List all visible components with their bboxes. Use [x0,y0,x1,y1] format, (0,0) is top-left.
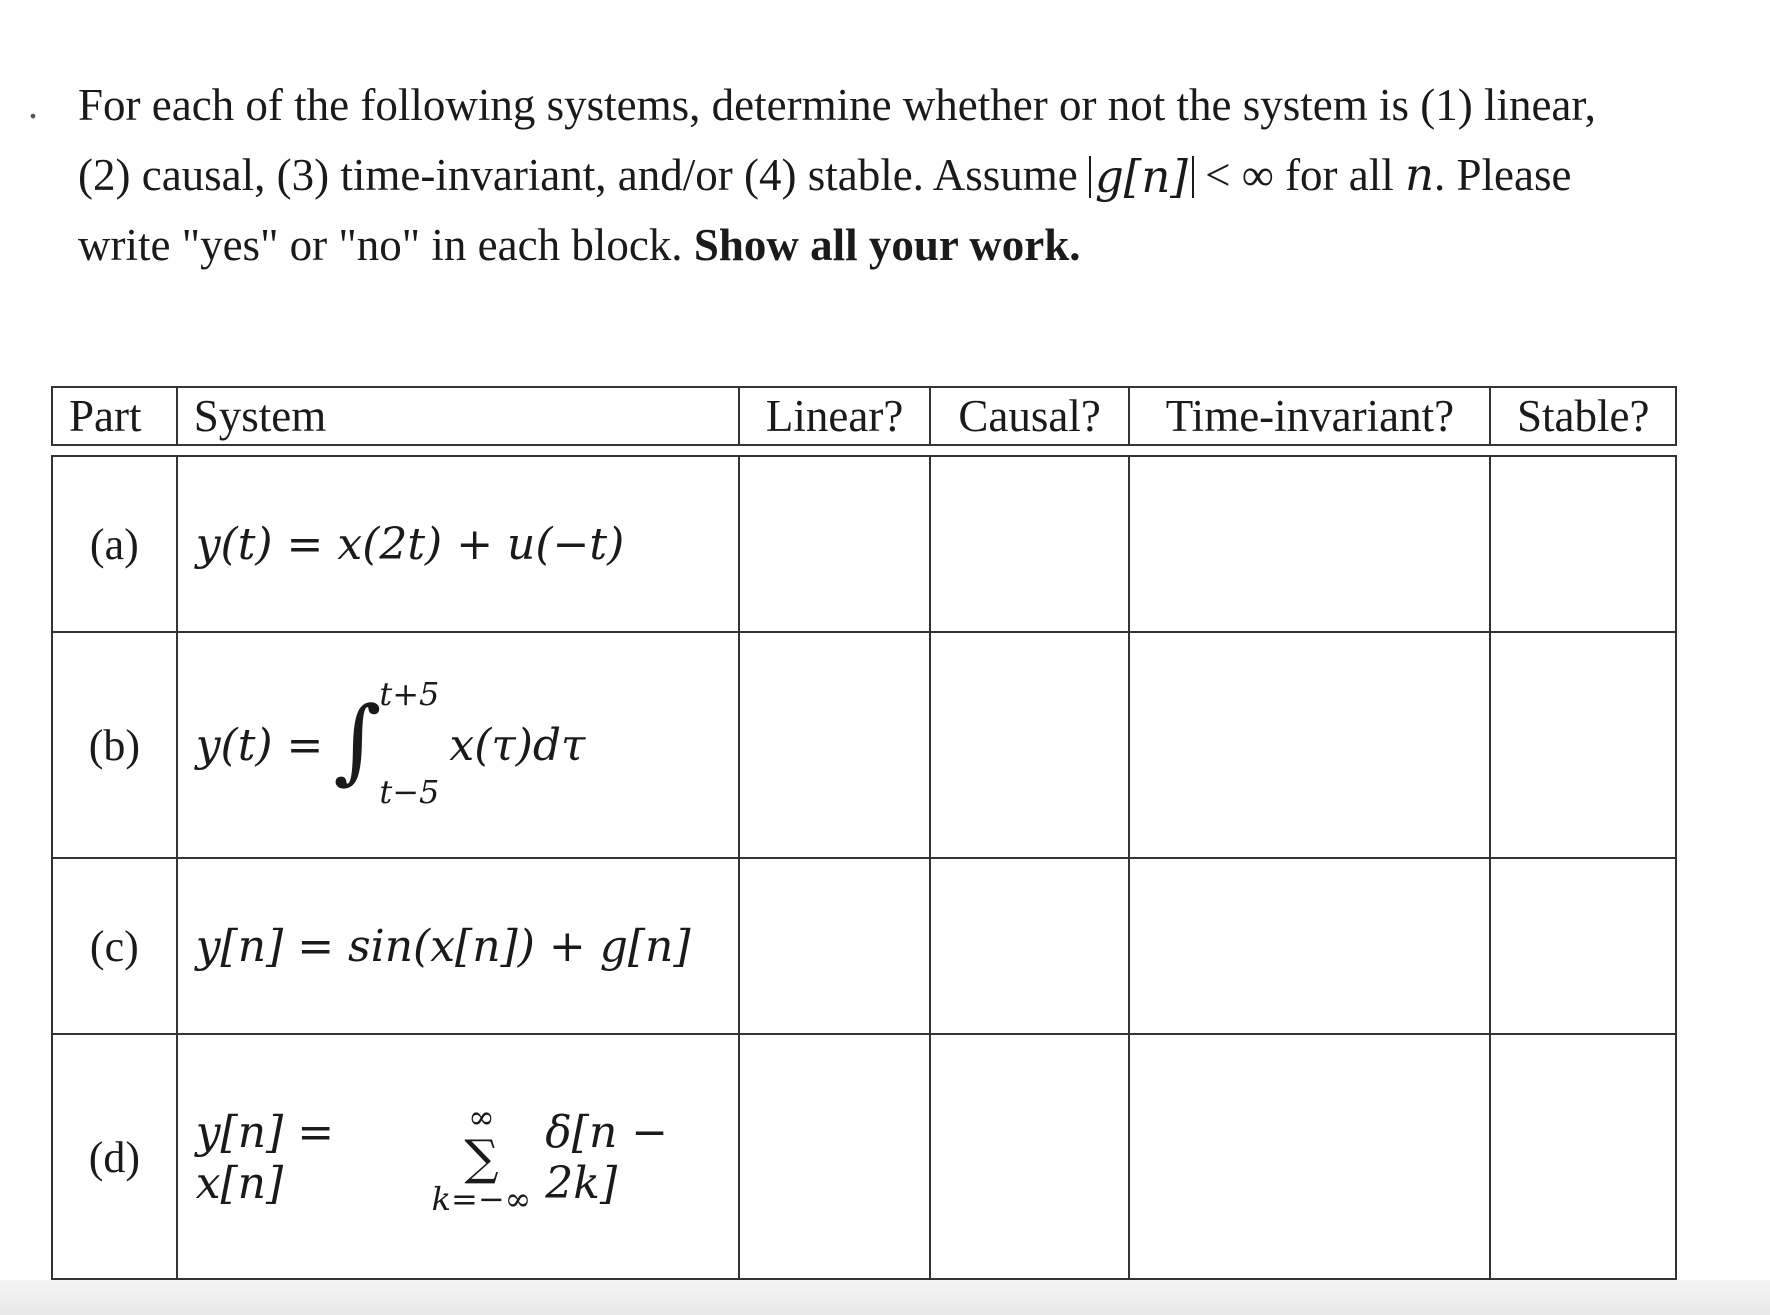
integral-sign-icon: ∫ [333,687,382,794]
linear-answer-cell[interactable] [740,1035,931,1280]
abs-g-n: g[n] [1089,156,1194,198]
time-invariant-answer-cell[interactable] [1130,457,1491,631]
part-label: (b) [53,633,178,857]
summation [431,1097,532,1218]
stable-answer-cell[interactable] [1491,859,1675,1033]
problem-statement [28,70,1748,280]
causal-answer-cell[interactable] [931,859,1131,1033]
sum-upper-limit: ∞ [468,1097,495,1136]
linear-answer-cell[interactable] [740,633,931,857]
header-stable: Stable? [1517,391,1650,441]
lower-limit: t−5 [379,773,440,811]
part-label: (a) [53,457,178,631]
system-equation: y(t) = x(2t) + u(−t) [178,457,741,631]
part-label: (d) [53,1035,178,1280]
stable-answer-cell[interactable] [1491,1035,1675,1280]
table-row [53,457,1675,633]
table-header [51,386,1677,446]
header-causal: Causal? [931,388,1131,444]
integral-expression [195,675,586,811]
problem-line-3-text: write "yes" or "no" in each block. [78,220,694,270]
show-work-instruction: Show all your work. [693,220,1081,270]
time-invariant-answer-cell[interactable] [1130,859,1491,1033]
stable-answer-cell[interactable] [1491,633,1675,857]
system-equation [178,1035,741,1280]
summand: δ[n − 2k] [545,1106,669,1209]
time-invariant-answer-cell[interactable] [1130,633,1491,857]
stable-answer-cell[interactable] [1491,457,1675,631]
system-equation [178,633,741,857]
causal-answer-cell[interactable] [931,1035,1131,1280]
causal-answer-cell[interactable] [931,457,1131,631]
header-linear: Linear? [740,388,931,444]
table-row [53,1035,1675,1280]
problem-line-3 [28,210,1748,280]
table-row [53,633,1675,859]
page-bottom-shade [0,1280,1770,1315]
sigma-icon: ∑ [464,1129,499,1186]
problem-line-2 [28,140,1748,210]
linear-answer-cell[interactable] [740,859,931,1033]
problem-line-2-text-c: . Please [1434,150,1572,200]
variable-n: n [1405,148,1435,201]
answer-table [51,455,1677,1280]
problem-line-1: For each of the following systems, determine whether or not the system is (1) linear, [78,80,1596,130]
sum-lower-limit: k=−∞ [431,1179,532,1218]
equation-lhs: y(t) = [195,719,324,771]
header-system: System [178,388,741,444]
problem-number: . [28,82,38,127]
header-part: Part [53,388,178,444]
upper-limit: t+5 [379,675,440,713]
linear-answer-cell[interactable] [740,457,931,631]
integrand: x(τ)dτ [449,719,586,771]
causal-answer-cell[interactable] [931,633,1131,857]
equation-lhs: y[n] = x[n] [195,1106,335,1209]
system-equation: y[n] = sin(x[n]) + g[n] [178,859,741,1033]
problem-line-2-text-a: (2) causal, (3) time-invariant, and/or (4) stable. Assume [78,150,1089,200]
integral-limits [379,675,440,811]
part-label: (c) [53,859,178,1033]
summation-expression [195,1097,739,1218]
problem-line-2-text-b: < ∞ for all [1193,150,1406,200]
time-invariant-answer-cell[interactable] [1130,1035,1491,1280]
table-row [53,859,1675,1035]
header-time-invariant: Time-invariant? [1130,388,1491,444]
